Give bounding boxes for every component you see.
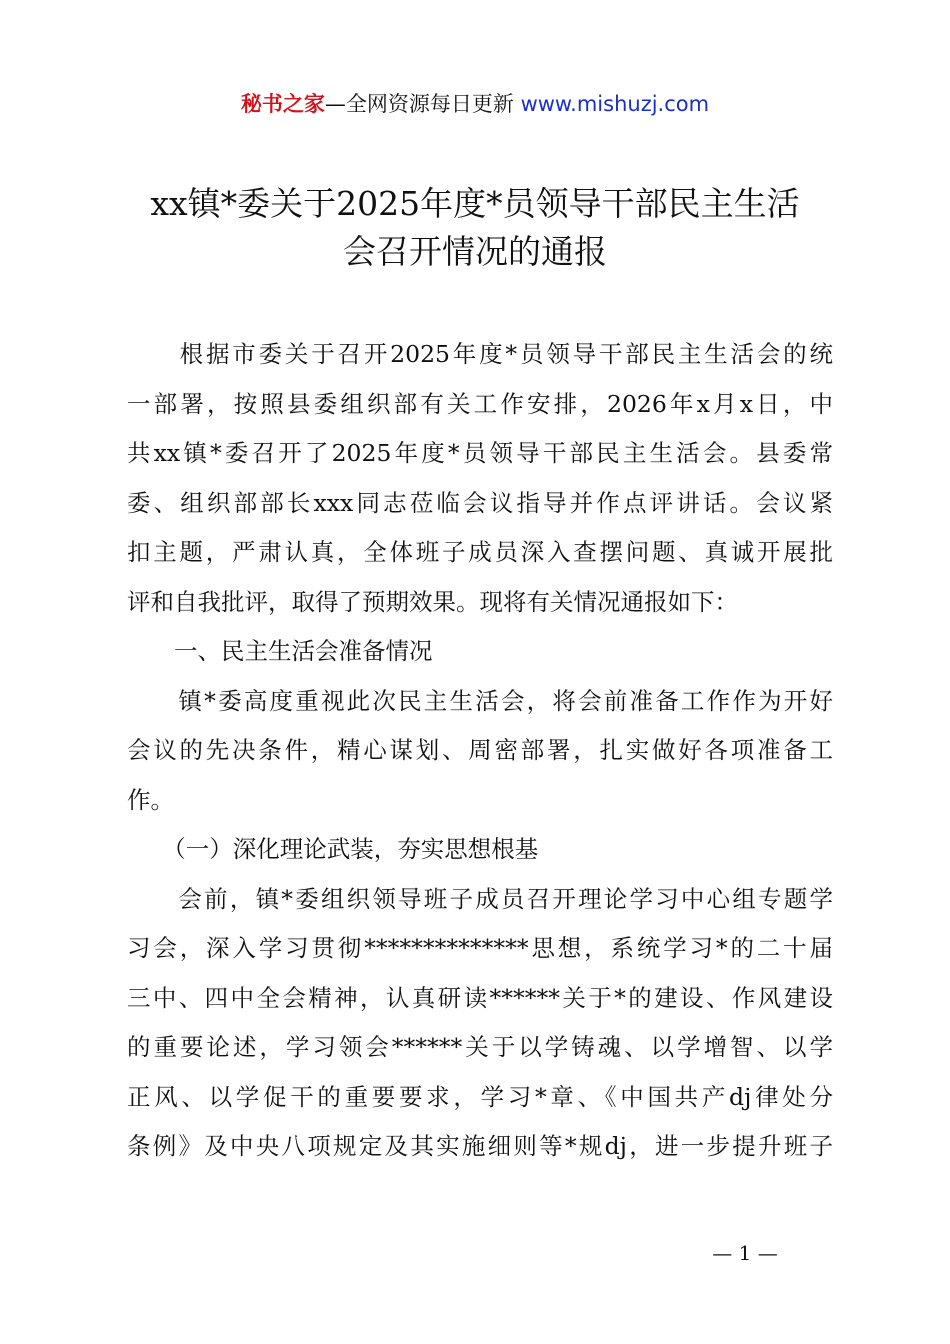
site-header — [0, 88, 950, 120]
title-line-2: 会召开情况的通报 — [343, 232, 607, 271]
body-line: 委、组织部部长xxx同志莅临会议指导并作点评讲话。会议紧 — [127, 488, 833, 517]
section-heading: 一、民主生活会准备情况 — [127, 637, 433, 665]
body-line: 三中、四中全会精神，认真研读******关于*的建设、作风建设 — [127, 983, 833, 1012]
body-line: 一部署，按照县委组织部有关工作安排，2026年x月x日，中 — [127, 389, 833, 418]
body-line: 作。 — [127, 785, 174, 814]
body-line: 正风、以学促干的重要要求，学习*章、《中国共产dj律处分 — [127, 1082, 833, 1111]
body-line: 习会，深入学习贯彻**************思想，系统学习*的二十届 — [127, 934, 833, 962]
document-body — [127, 330, 833, 1172]
document-title — [100, 180, 850, 276]
header-tagline: —全网资源每日更新 — [324, 92, 521, 116]
body-line: 根据市委关于召开2025年度*员领导干部民主生活会的统 — [127, 340, 833, 368]
body-line: 共xx镇*委召开了2025年度*员领导干部民主生活会。县委常 — [127, 439, 833, 467]
title-line-1: xx镇*委关于2025年度*员领导干部民主生活 — [150, 184, 800, 223]
page-number: — 1 — — [712, 1241, 778, 1265]
body-line: 扣主题，严肃认真，全体班子成员深入查摆问题、真诚开展批 — [127, 538, 833, 566]
body-line: 条例》及中央八项规定及其实施细则等*规dj，进一步提升班子 — [127, 1132, 833, 1160]
body-line: 镇*委高度重视此次民主生活会，将会前准备工作作为开好 — [127, 686, 833, 715]
brand-name: 秘书之家 — [240, 92, 325, 116]
subsection-heading: （一）深化理论武装，夯实思想根基 — [127, 835, 539, 863]
site-url-link[interactable]: www.mishuzj.com — [520, 92, 710, 116]
body-line: 评和自我批评，取得了预期效果。现将有关情况通报如下： — [127, 587, 738, 616]
body-line: 会前，镇*委组织领导班子成员召开理论学习中心组专题学 — [127, 884, 833, 913]
body-line: 会议的先决条件，精心谋划、周密部署，扎实做好各项准备工 — [127, 736, 833, 764]
body-line: 的重要论述，学习领会******关于以学铸魂、以学增智、以学 — [127, 1033, 833, 1061]
